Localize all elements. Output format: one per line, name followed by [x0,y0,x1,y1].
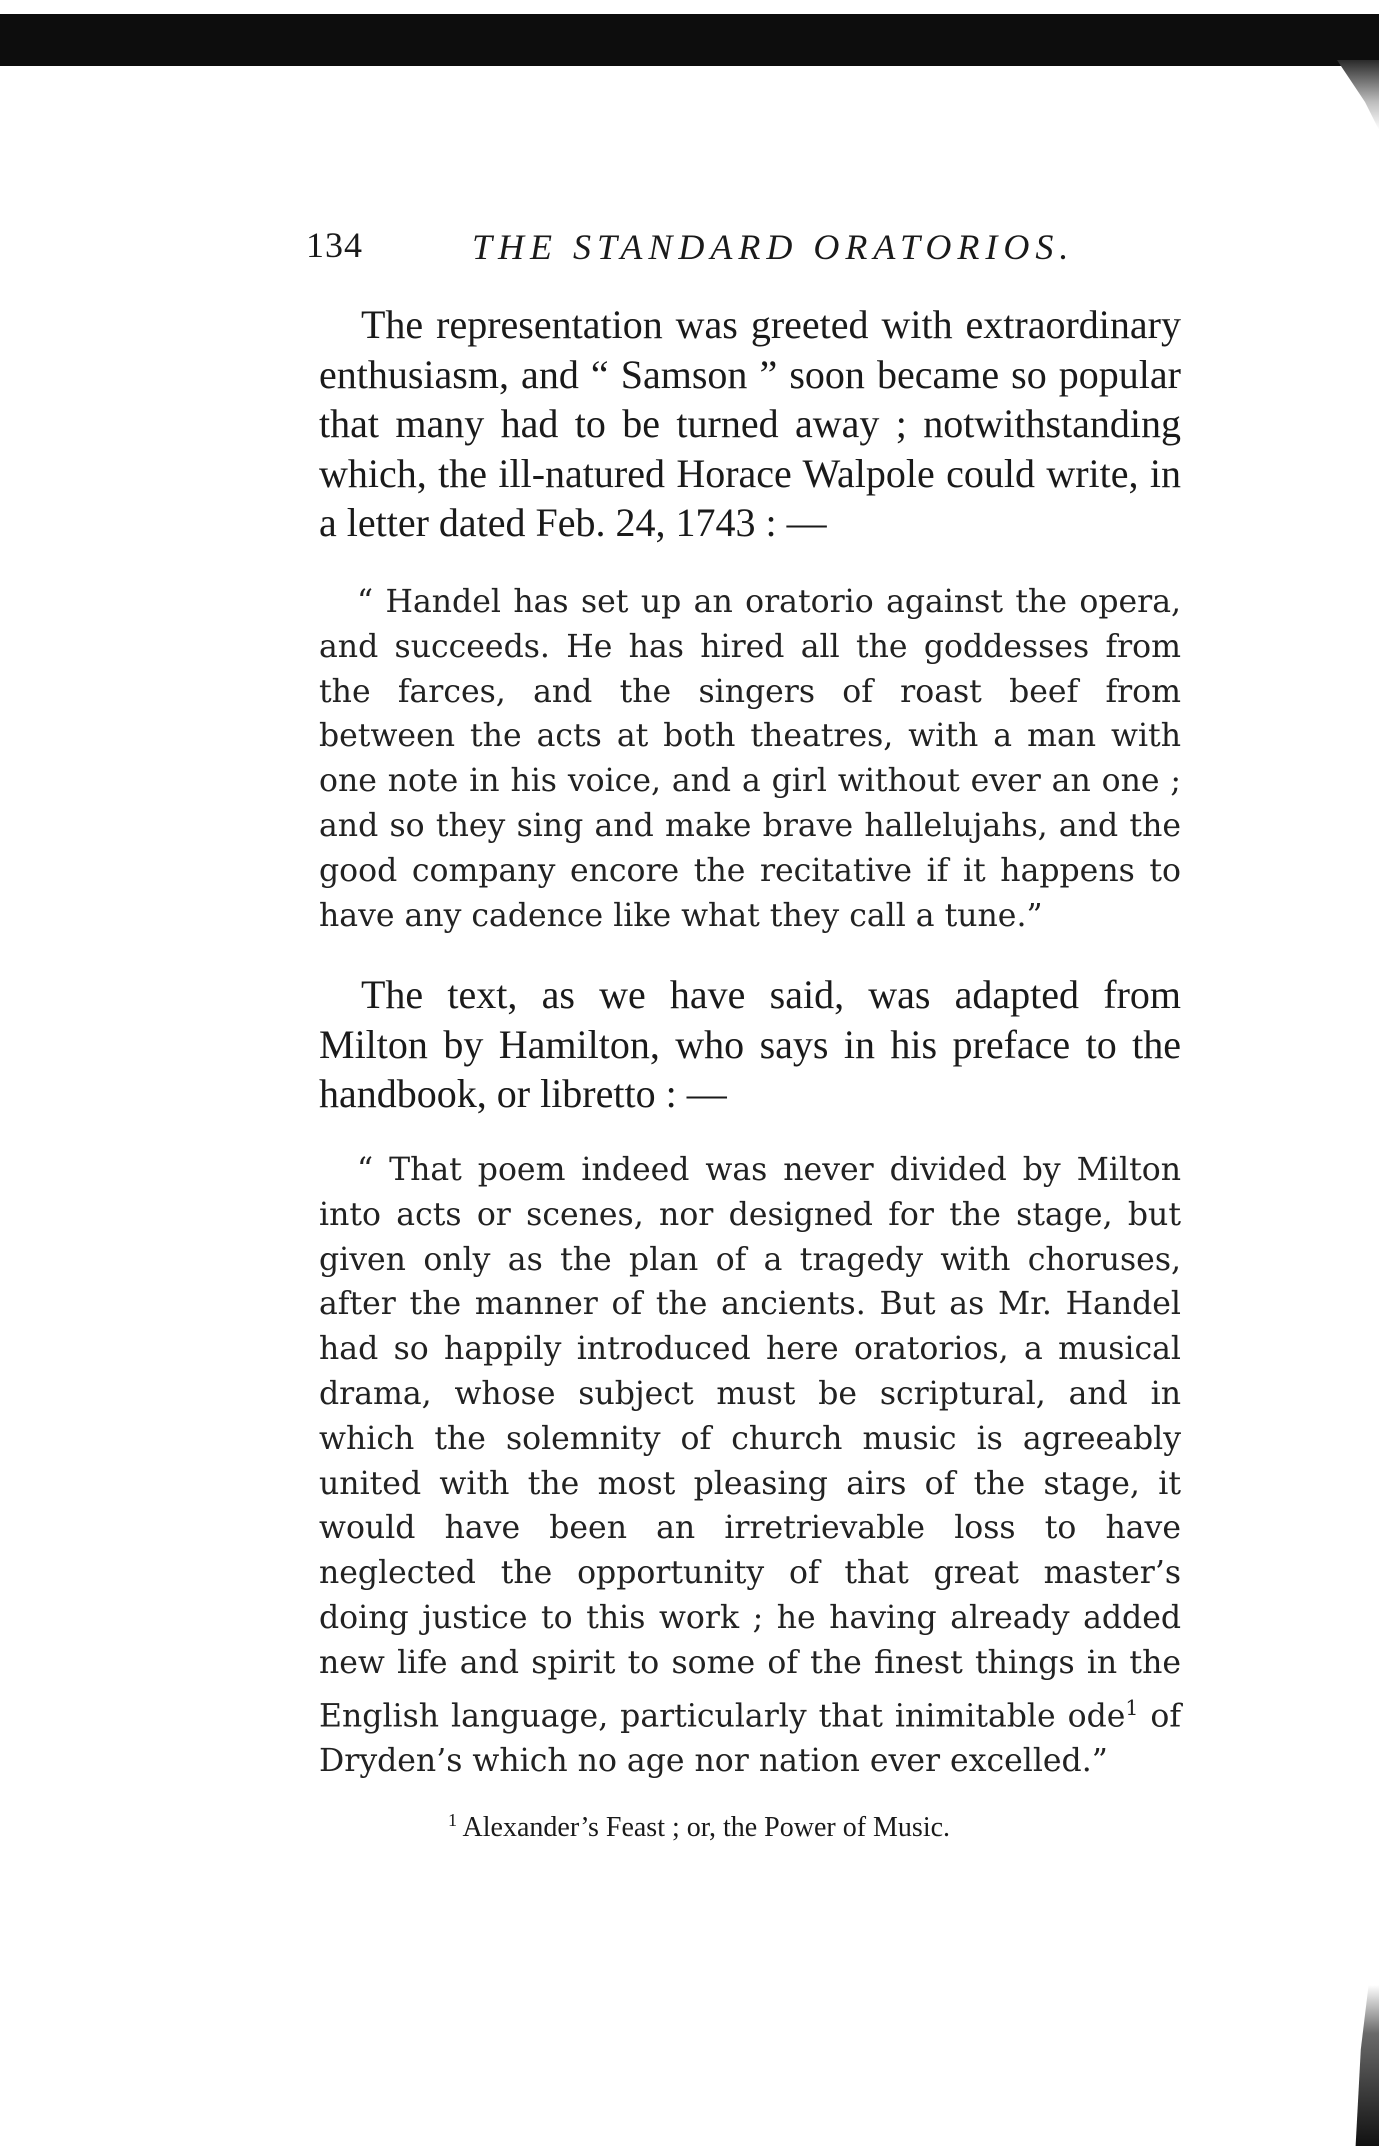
paragraph-representation: The representation was greeted with extraordinary enthusiasm, and “ Samson ” soon became so popular that many had to be turned away ; notwithstanding which, the ill-natured Horace Walpole could write, in a letter dated Feb. 24, 1743 : — [319,302,1181,545]
scan-corner-shadow [1309,60,1379,130]
footnote-marker: 1 [448,1810,458,1830]
scan-top-edge-shadow [0,14,1379,66]
page-number: 134 [306,225,363,265]
walpole-quote: “ Handel has set up an oratorio against the opera, and succeeds. He has hired all the goddesses from the farces, and the singers of roast beef from between the acts at both theatres, with a man with one note in his voice, and a girl without ever an one ; and so they sing and make brave hallelujahs, and the good company encore the recitative if it happens to have any cadence like what they call a tune.” [319,584,1181,934]
paragraph-text-adapted: The text, as we have said, was adapted from Milton by Hamilton, who says in his preface to the handbook, or libretto : — [319,972,1181,1116]
running-title: THE STANDARD ORATORIOS. [472,227,1075,267]
footnote [448,1810,950,1844]
footnote-reference: 1 [1125,1695,1139,1720]
quote-text-after-ref: of Dryden’s which no age nor nation ever excelled.” [319,1697,1181,1779]
scan-edge-smudge [1353,1985,1379,2146]
quote-text-before-ref: “ That poem indeed was never divided by Milton into acts or scenes, nor designed for the stage, but given only as the plan of a tragedy with choruses, after the manner of the ancients. But as Mr. Handel had so happily introduced here oratorios, a musical drama, whose subject must be scriptural, and in which the solemnity of church music is agreeably united with the most pleasing airs of the stage, it would have been an irretrievable loss to have neglected the opportunity of that great master’s doing justice to this work ; he having already added new life and spirit to some of the finest things in the English language, particularly that inimitable ode [319,1152,1181,1734]
page-header [306,214,1076,274]
hamilton-preface-quote [319,1148,1181,1783]
footnote-text: Alexander’s Feast ; or, the Power of Music. [457,1812,951,1843]
